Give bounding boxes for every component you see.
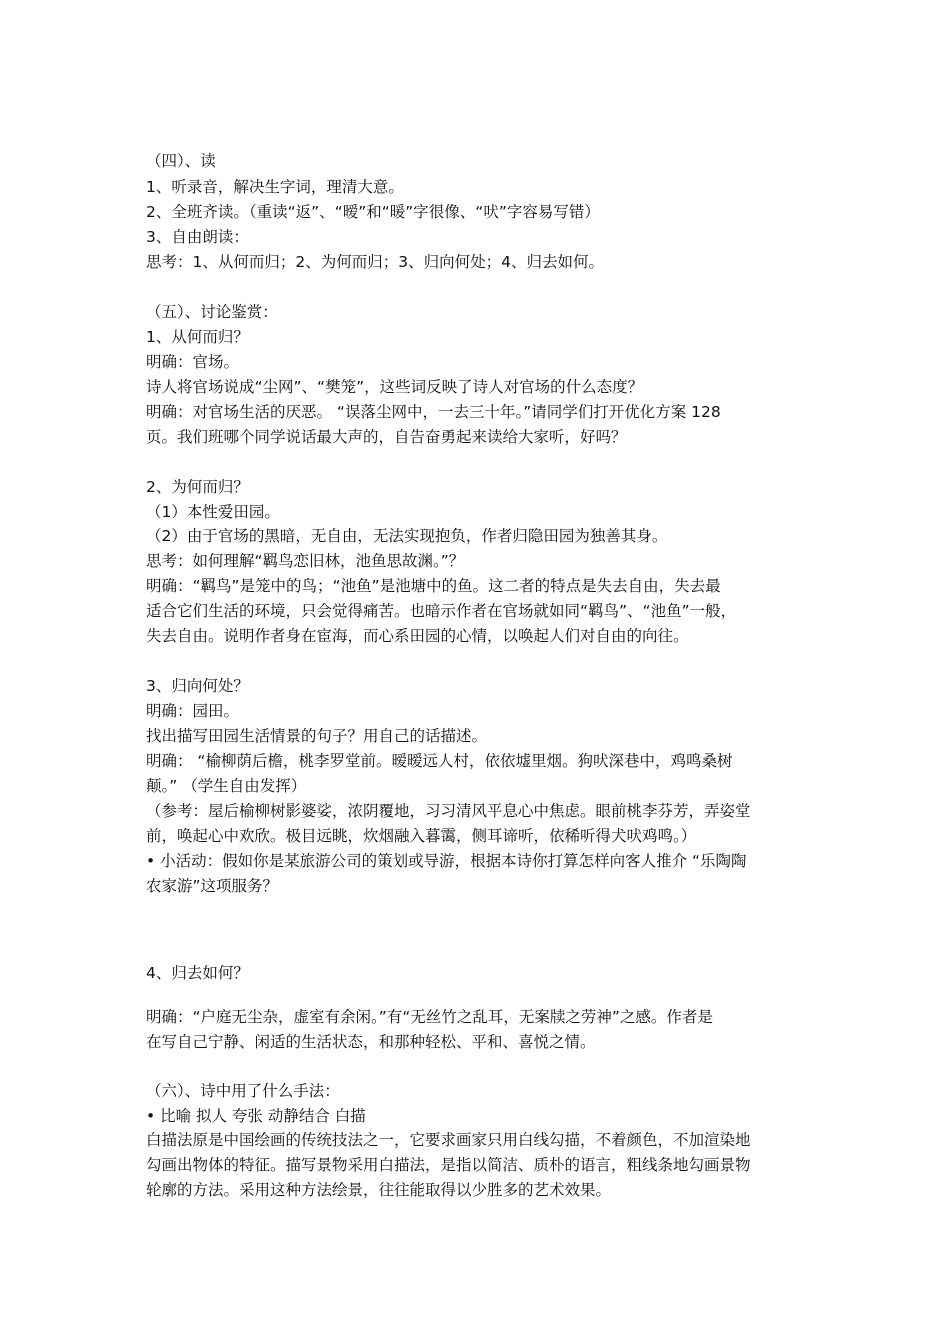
text-line: 明确：园田。 — [146, 702, 240, 720]
text-line: 2、全班齐读。（重读“返”、“暧”和“暖”字很像、“吠”字容易写错） — [146, 203, 600, 221]
question-heading: 4、归去如何？ — [146, 964, 249, 982]
text-line: （1）本性爱田园。 — [146, 503, 280, 521]
text-line: 页。我们班哪个同学说话最大声的，自告奋勇起来读给大家听，好吗？ — [146, 428, 627, 446]
section-heading-read: （四）、读 — [146, 152, 216, 170]
text-line: 勾画出物体的特征。描写景物采用白描法，是指以简洁、质朴的语言，粗线条地勾画景物 — [146, 1156, 751, 1174]
text-line: （参考：屋后榆柳树影婆娑，浓阴覆地，习习清风平息心中焦虑。眼前桃李芬芳，弄姿堂 — [146, 802, 751, 820]
text-line: 1、听录音，解决生字词，理清大意。 — [146, 178, 404, 196]
text-line: 在写自己宁静、闲适的生活状态，和那种轻松、平和、喜悦之情。 — [146, 1033, 596, 1051]
question-heading: 1、从何而归？ — [146, 328, 249, 346]
text-line: 适合它们生活的环境，只会觉得痛苦。也暗示作者在官场就如同“羁鸟”、“池鱼”一般， — [146, 602, 737, 620]
text-line: 明确： “榆柳荫后檐，桃李罗堂前。暧暧远人村，依依墟里烟。狗吠深巷中，鸡鸣桑树 — [146, 752, 733, 770]
text-line: 失去自由。说明作者身在宦海，而心系田园的心情，以唤起人们对自由的向往。 — [146, 627, 689, 645]
text-line: 白描法原是中国绘画的传统技法之一，它要求画家只用白线勾描，不着颜色，不加渲染地 — [146, 1131, 751, 1149]
text-line: 明确：官场。 — [146, 353, 240, 371]
activity-item: • 小活动：假如你是某旅游公司的策划或导游，根据本诗你打算怎样向客人推介 “乐陶陶 — [146, 852, 747, 870]
section-heading-discussion: （五）、讨论鉴赏： — [146, 303, 278, 321]
text-line: 3、自由朗读： — [146, 228, 249, 246]
text-line: 找出描写田园生活情景的句子？用自己的话描述。 — [146, 727, 488, 745]
text-line: 前，唤起心中欢欣。极目远眺，炊烟融入暮霭，侧耳谛听，依稀听得犬吠鸡鸣。） — [146, 827, 697, 845]
section-heading-techniques: （六）、诗中用了什么手法： — [146, 1082, 340, 1100]
text-line: 轮廓的方法。采用这种方法绘景，往往能取得以少胜多的艺术效果。 — [146, 1181, 612, 1199]
techniques-list: • 比喻 拟人 夸张 动静结合 白描 — [146, 1107, 366, 1125]
text-line: 诗人将官场说成“尘网”、“樊笼”，这些词反映了诗人对官场的什么态度？ — [146, 378, 644, 396]
text-line: 明确：对官场生活的厌恶。 “误落尘网中，一去三十年。”请同学们打开优化方案 128 — [146, 403, 721, 421]
text-line: 思考：如何理解“羁鸟恋旧林，池鱼思故渊。”？ — [146, 552, 465, 570]
text-line: 明确：“羁鸟”是笼中的鸟；“池鱼”是池塘中的鱼。这二者的特点是失去自由，失去最 — [146, 577, 721, 595]
text-line: 明确：“户庭无尘杂，虚室有余闲。”有“无丝竹之乱耳，无案牍之劳神”之感。作者是 — [146, 1008, 713, 1026]
text-line: 思考：1、从何而归；2、为何而归；3、归向何处；4、归去如何。 — [146, 253, 604, 271]
question-heading: 2、为何而归？ — [146, 478, 249, 496]
question-heading: 3、归向何处？ — [146, 677, 249, 695]
text-line: 颠。” （学生自由发挥） — [146, 777, 307, 795]
text-line: （2）由于官场的黑暗，无自由，无法实现抱负，作者归隐田园为独善其身。 — [146, 527, 668, 545]
text-line: 农家游”这项服务？ — [146, 877, 279, 895]
